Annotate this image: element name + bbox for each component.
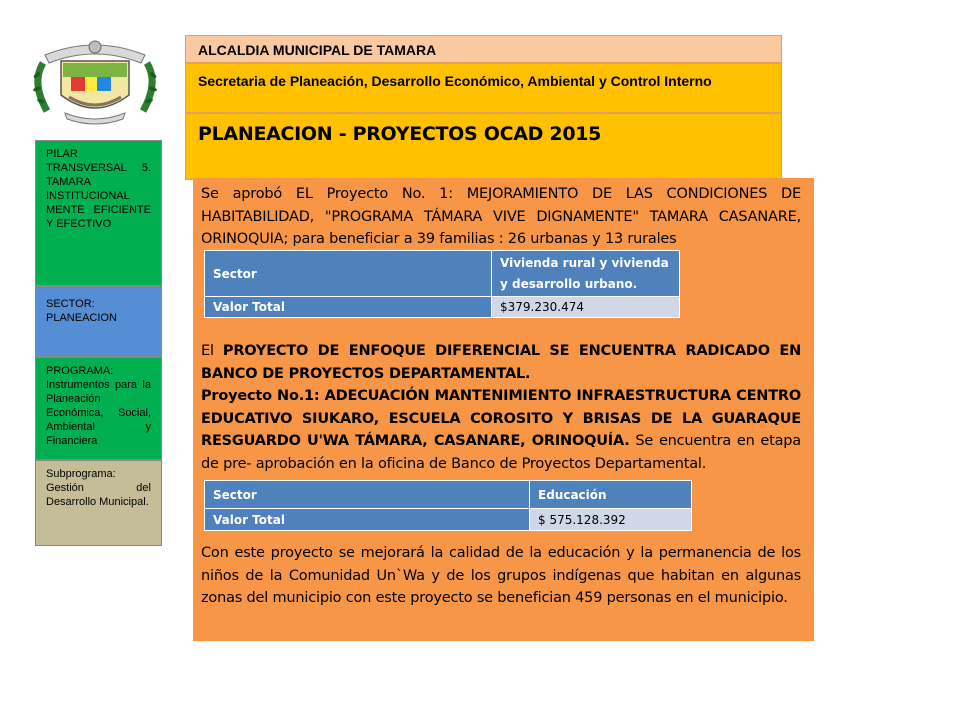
project-2-impact: Con este proyecto se mejorará la calidad de la educación y la permanencia de los niños de la Comunidad Un`Wa y de los grupos indígenas que habitan en algunas zonas del municipio con este proyecto se benefician 459 personas en el municipio. <box>201 545 801 606</box>
sector-label-cell: Sector <box>205 251 492 297</box>
total-value-cell: $ 575.128.392 <box>530 509 692 531</box>
project-1-description: Se aprobó EL Proyecto No. 1: MEJORAMIENTO DE LAS CONDICIONES DE HABITABILIDAD, "PROGRAMA TÁMARA VIVE DIGNAMENTE" TAMARA CASANARE, ORINOQUIA; para beneficiar a 39 familias : 26 urbanas y 13 rurales <box>201 186 801 247</box>
total-label-cell: Valor Total <box>205 297 492 318</box>
sector-text: SECTOR: PLANEACION <box>46 298 117 324</box>
sidebar-sector <box>35 286 162 357</box>
para2-status: Se encuentra en etapa de pre- aprobación en la oficina de Banco de Proyectos Departamental. <box>201 433 801 472</box>
para2-intro: El <box>201 343 223 359</box>
sidebar-programa <box>35 357 162 460</box>
sector-value-cell: Vivienda rural y vivienda y desarrollo urbano. <box>492 251 680 297</box>
page-title: PLANEACION - PROYECTOS OCAD 2015 <box>185 113 782 180</box>
subprograma-text: Gestión del Desarrollo Municipal. <box>46 482 151 508</box>
programa-label: PROGRAMA: <box>46 365 114 377</box>
header-municipality: ALCALDIA MUNICIPAL DE TAMARA <box>185 35 782 63</box>
sidebar-subprograma <box>35 460 162 546</box>
municipal-coat-of-arms-logo <box>25 33 165 125</box>
project-content-panel <box>193 178 814 641</box>
total-value-cell: $379.230.474 <box>492 297 680 318</box>
table-row <box>205 481 692 509</box>
programa-text: Instrumentos para la Planeación Económica, Social, Ambiental y Financiera <box>46 379 151 447</box>
para2-radicado: PROYECTO DE ENFOQUE DIFERENCIAL SE ENCUENTRA RADICADO EN BANCO DE PROYECTOS DEPARTAMENTAL. <box>201 343 802 382</box>
sector-label-cell: Sector <box>205 481 530 509</box>
project-1-table <box>204 250 680 318</box>
project-2-table <box>204 480 692 531</box>
project-2-description <box>201 340 801 475</box>
table-row <box>205 297 680 318</box>
table-row <box>205 251 680 297</box>
total-label-cell: Valor Total <box>205 509 530 531</box>
para2-project-title: Proyecto No.1: ADECUACIÓN MANTENIMIENTO INFRAESTRUCTURA CENTRO EDUCATIVO SIUKARO, ESCUELA COROSITO Y BRISAS DE LA GUARAQUE RESGUARDO U'WA TÁMARA, CASANARE, ORINOQUÍA. <box>201 388 801 449</box>
sector-value-cell: Educación <box>530 481 692 509</box>
subprograma-label: Subprograma: <box>46 468 116 480</box>
table-row <box>205 509 692 531</box>
header-secretariat: Secretaria de Planeación, Desarrollo Económico, Ambiental y Control Interno <box>185 63 782 113</box>
sidebar-pilar <box>35 140 162 286</box>
pilar-text: PILAR TRANSVERSAL 5. TAMARA INSTITUCIONAL MENTE EFICIENTE Y EFECTIVO <box>46 148 151 230</box>
